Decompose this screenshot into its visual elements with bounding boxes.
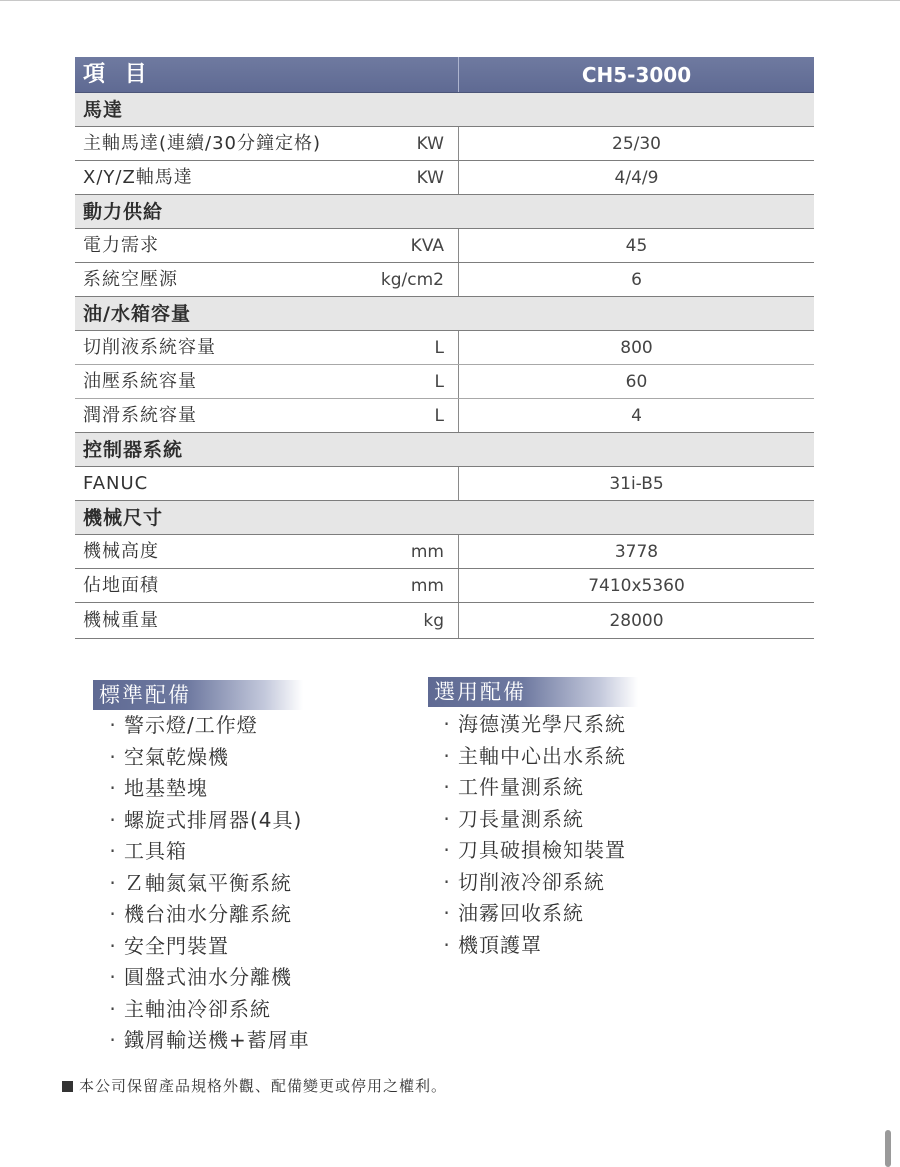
- row-unit: L: [434, 372, 444, 392]
- row-value: 60: [458, 365, 814, 398]
- list-item: [102, 931, 310, 963]
- list-item-label: 主軸中心出水系統: [458, 743, 626, 768]
- list-item: [102, 710, 310, 742]
- list-item-label: 機頂護罩: [458, 932, 542, 957]
- row-unit: KW: [416, 168, 444, 188]
- bullet-icon: ‧: [109, 713, 117, 737]
- bullet-icon: ‧: [109, 839, 117, 863]
- row-unit: [375, 467, 458, 500]
- footer-text: 本公司保留產品規格外觀、配備變更或停用之權利。: [79, 1077, 448, 1095]
- table-row: [75, 331, 814, 365]
- header-model-label: CH5-3000: [458, 57, 814, 92]
- row-value: 800: [458, 331, 814, 364]
- scrollbar-thumb[interactable]: [885, 1130, 891, 1167]
- bullet-icon: ‧: [443, 775, 451, 799]
- list-item-label: 圓盤式油水分離機: [124, 965, 292, 989]
- table-row: [75, 263, 814, 297]
- section-controller: [75, 433, 814, 467]
- list-item-label: 海德漢光學尺系統: [458, 712, 626, 736]
- row-unit: KVA: [410, 236, 444, 256]
- section-dimensions: [75, 501, 814, 535]
- bullet-icon: ‧: [443, 869, 451, 894]
- list-item-label: 切削液冷卻系統: [458, 869, 605, 894]
- section-title: 控制器系統: [83, 439, 184, 461]
- list-item: [436, 804, 626, 836]
- section-title: 機械尺寸: [83, 507, 164, 529]
- table-row: [75, 365, 814, 399]
- row-name: X/Y/Z軸馬達: [83, 167, 193, 188]
- table-row: [75, 467, 814, 501]
- standard-equipment-heading: 標準配備: [93, 680, 303, 710]
- top-divider: [0, 0, 900, 1]
- list-item: [436, 898, 626, 930]
- row-value: 6: [458, 263, 814, 296]
- list-item-label: 主軸油冷卻系統: [124, 996, 271, 1021]
- list-item: [436, 867, 626, 899]
- bullet-icon: ‧: [443, 838, 451, 862]
- row-value: 3778: [458, 535, 814, 568]
- table-row: [75, 127, 814, 161]
- row-unit: mm: [410, 576, 444, 596]
- list-item: [102, 1025, 310, 1057]
- list-item-label: 螺旋式排屑器(4具): [124, 807, 303, 832]
- list-item-label: 機台油水分離系統: [124, 902, 292, 926]
- table-header: [75, 57, 814, 93]
- row-unit: L: [434, 338, 444, 358]
- row-value: 31i-B5: [458, 467, 814, 500]
- table-row: [75, 535, 814, 569]
- row-name: 機械重量: [83, 610, 159, 631]
- list-item-label: 地基墊塊: [124, 776, 208, 800]
- section-tank-capacity: [75, 297, 814, 331]
- list-item: [102, 742, 310, 774]
- row-name: 佔地面積: [83, 575, 159, 596]
- list-item: [436, 741, 626, 773]
- list-item: [436, 772, 626, 804]
- list-item-label: 空氣乾燥機: [124, 744, 229, 769]
- bullet-icon: ‧: [109, 1028, 117, 1052]
- row-name: 機械高度: [83, 541, 159, 562]
- section-power: [75, 195, 814, 229]
- list-item: [102, 899, 310, 931]
- list-item: [102, 868, 310, 900]
- bullet-icon: ‧: [109, 744, 117, 769]
- bullet-icon: ‧: [443, 932, 451, 957]
- row-value: 4: [458, 399, 814, 432]
- list-item-label: 工件量測系統: [458, 775, 584, 799]
- list-item-label: 鐵屑輸送機+蓄屑車: [124, 1028, 310, 1052]
- row-unit: L: [434, 406, 444, 426]
- square-bullet-icon: [62, 1081, 73, 1092]
- row-name: 電力需求: [83, 235, 159, 256]
- row-name: FANUC: [83, 473, 149, 494]
- list-item-label: 刀長量測系統: [458, 806, 584, 831]
- list-item-label: 工具箱: [124, 839, 187, 863]
- standard-equipment-list: [102, 710, 310, 1057]
- table-row: [75, 399, 814, 433]
- bullet-icon: ‧: [109, 870, 117, 895]
- list-item: [102, 962, 310, 994]
- list-item: [102, 836, 310, 868]
- header-item-label: 項 目: [83, 62, 153, 87]
- spec-table: [75, 57, 814, 639]
- row-unit: mm: [410, 542, 444, 562]
- list-item-label: 刀具破損檢知裝置: [458, 838, 626, 862]
- row-value: 45: [458, 229, 814, 262]
- row-unit: KW: [416, 134, 444, 154]
- row-value: 7410x5360: [458, 569, 814, 602]
- row-name: 主軸馬達(連續/30分鐘定格): [83, 133, 322, 154]
- table-row: [75, 229, 814, 263]
- row-unit: kg/cm2: [380, 270, 444, 290]
- bullet-icon: ‧: [109, 996, 117, 1021]
- list-item: [102, 994, 310, 1026]
- bullet-icon: ‧: [443, 743, 451, 768]
- section-motor: [75, 93, 814, 127]
- bullet-icon: ‧: [109, 807, 117, 832]
- section-title: 馬達: [83, 99, 124, 121]
- footer-note: [62, 1075, 447, 1096]
- row-name: 潤滑系統容量: [83, 405, 197, 426]
- bullet-icon: ‧: [443, 901, 451, 925]
- bullet-icon: ‧: [109, 933, 117, 958]
- list-item: [102, 773, 310, 805]
- table-row: [75, 603, 814, 639]
- row-name: 油壓系統容量: [83, 371, 197, 392]
- row-name: 系統空壓源: [83, 269, 178, 290]
- bullet-icon: ‧: [443, 712, 451, 736]
- section-title: 油/水箱容量: [83, 303, 191, 325]
- list-item: [436, 709, 626, 741]
- list-item-label: 警示燈/工作燈: [124, 713, 258, 737]
- bullet-icon: ‧: [109, 776, 117, 800]
- list-item-label: Ｚ軸氮氣平衡系統: [124, 870, 292, 895]
- optional-equipment-list: [436, 709, 626, 961]
- bullet-icon: ‧: [109, 902, 117, 926]
- bullet-icon: ‧: [443, 806, 451, 831]
- row-value: 28000: [458, 603, 814, 638]
- row-unit: kg: [423, 611, 444, 631]
- list-item: [102, 805, 310, 837]
- list-item-label: 安全門裝置: [124, 933, 229, 958]
- row-value: 4/4/9: [458, 161, 814, 194]
- bullet-icon: ‧: [109, 965, 117, 989]
- list-item-label: 油霧回收系統: [458, 901, 584, 925]
- table-row: [75, 569, 814, 603]
- row-name: 切削液系統容量: [83, 337, 216, 358]
- row-value: 25/30: [458, 127, 814, 160]
- section-title: 動力供給: [83, 201, 164, 223]
- table-row: [75, 161, 814, 195]
- list-item: [436, 835, 626, 867]
- list-item: [436, 930, 626, 962]
- optional-equipment-heading: 選用配備: [428, 677, 638, 707]
